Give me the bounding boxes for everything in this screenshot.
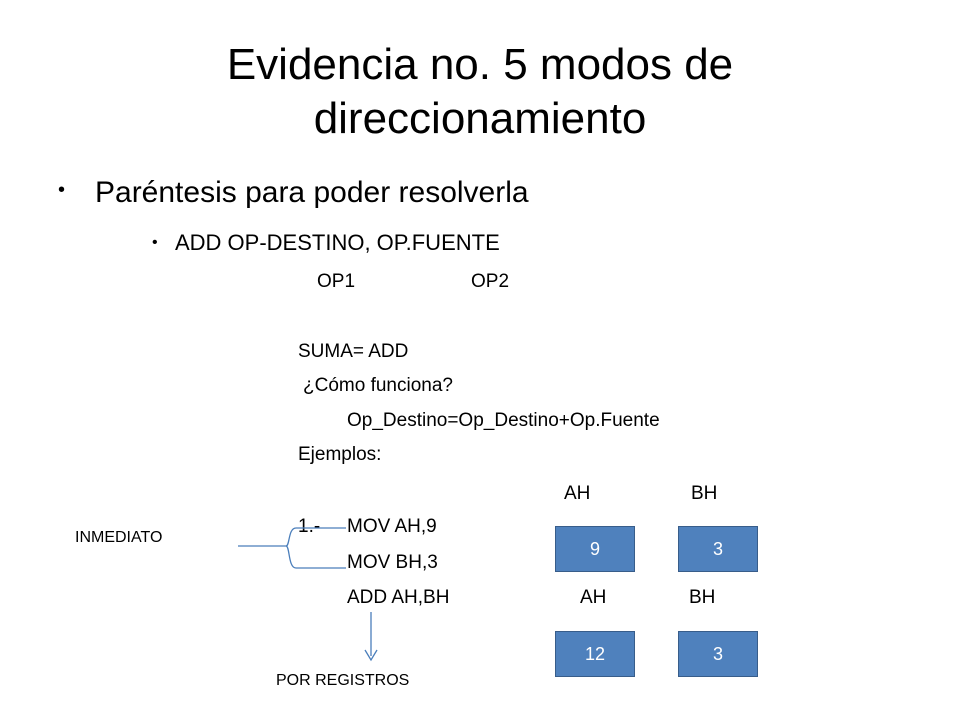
step3-instruction: ADD AH,BH xyxy=(347,587,450,608)
register-box-bh-top: 3 xyxy=(678,526,758,572)
register-label-ah-top: AH xyxy=(564,483,591,504)
brace-upper-arm xyxy=(286,528,346,546)
register-label-bh-top: BH xyxy=(691,483,718,504)
register-box-ah-bottom: 12 xyxy=(555,631,635,677)
suma-line: SUMA= ADD xyxy=(298,341,409,362)
title-line-1: Evidencia no. 5 modos de xyxy=(226,40,734,89)
formula-line: Op_Destino=Op_Destino+Op.Fuente xyxy=(347,410,660,431)
bullet-main: Paréntesis para poder resolverla xyxy=(95,176,529,209)
op2-label: OP2 xyxy=(471,271,510,292)
annotation-inmediato: INMEDIATO xyxy=(75,529,163,546)
op1-label: OP1 xyxy=(317,271,356,292)
register-label-bh-bottom: BH xyxy=(689,587,716,608)
brace-lower-arm xyxy=(286,546,346,568)
step1-number: 1.- xyxy=(298,516,321,537)
bullet-dot-icon: • xyxy=(152,234,158,251)
register-box-ah-top: 9 xyxy=(555,526,635,572)
bullet-sub: ADD OP-DESTINO, OP.FUENTE xyxy=(175,230,500,255)
step1-instruction: MOV AH,9 xyxy=(347,516,437,537)
como-funciona-line: ¿Cómo funciona? xyxy=(303,375,453,396)
annotation-por-registros: POR REGISTROS xyxy=(276,672,410,689)
ejemplos-line: Ejemplos: xyxy=(298,444,382,465)
bullet-dot-icon: • xyxy=(58,179,66,201)
register-label-ah-bottom: AH xyxy=(580,587,607,608)
register-box-bh-bottom: 3 xyxy=(678,631,758,677)
step2-instruction: MOV BH,3 xyxy=(347,552,438,573)
title-line-2: direccionamiento xyxy=(313,94,647,143)
